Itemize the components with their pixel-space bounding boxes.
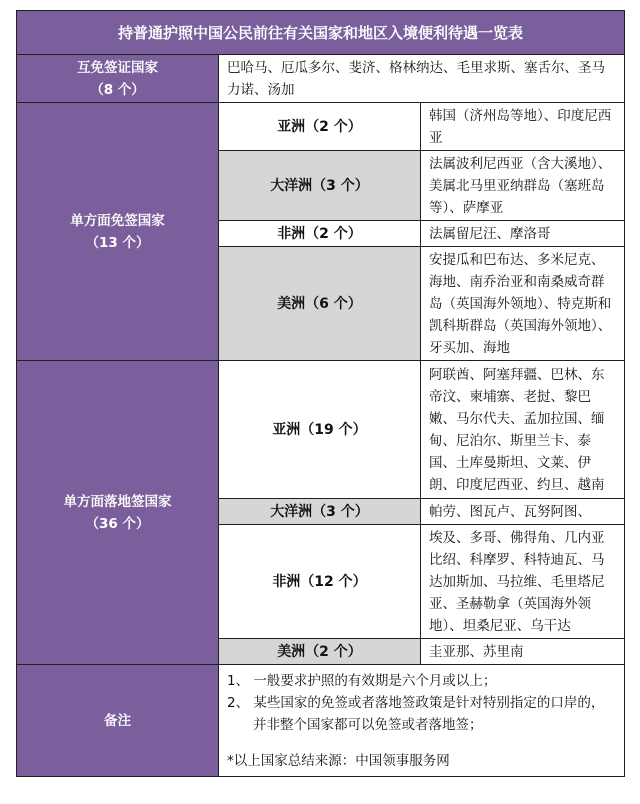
region-asia: 亚洲（2 个） <box>219 103 421 151</box>
region-oceania-countries: 帕劳、图瓦卢、瓦努阿图、 <box>421 499 625 525</box>
table-title: 持普通护照中国公民前往有关国家和地区入境便利待遇一览表 <box>17 11 625 55</box>
region-asia: 亚洲（19 个） <box>219 361 421 499</box>
region-africa-countries: 埃及、多哥、佛得角、几内亚比绍、科摩罗、科特迪瓦、马达加斯加、马拉维、毛里塔尼亚、圣赫勒拿（英国海外领地）、坦桑尼亚、乌干达 <box>421 525 625 639</box>
title-row <box>17 11 625 55</box>
visa-on-arrival-category-label: 单方面落地签国家 （36 个） <box>17 361 219 665</box>
region-africa: 非洲（12 个） <box>219 525 421 639</box>
notes-label: 备注 <box>17 665 219 777</box>
region-americas: 美洲（6 个） <box>219 247 421 361</box>
note-item: 2、 某些国家的免签或者落地签政策是针对特别指定的口岸的，并非整个国家都可以免签或者落地签； <box>227 694 605 733</box>
region-oceania: 大洋洲（3 个） <box>219 499 421 525</box>
unilateral-free-category-label: 单方面免签国家 （13 个） <box>17 103 219 361</box>
region-asia-countries: 阿联酋、阿塞拜疆、巴林、东帝汶、柬埔寨、老挝、黎巴嫩、马尔代夫、孟加拉国、缅甸、尼泊尔、斯里兰卡、泰国、土库曼斯坦、文莱、伊朗、印度尼西亚、约旦、越南 <box>421 361 625 499</box>
region-asia-countries: 韩国（济州岛等地）、印度尼西亚 <box>421 103 625 151</box>
mutual-category-label: 互免签证国家 （8 个） <box>17 55 219 103</box>
region-africa-countries: 法属留尼汪、摩洛哥 <box>421 221 625 247</box>
visa-policy-table <box>16 10 625 777</box>
region-americas: 美洲（2 个） <box>219 639 421 665</box>
notes-row <box>17 665 625 777</box>
mutual-country-list: 巴哈马、厄瓜多尔、斐济、格林纳达、毛里求斯、塞舌尔、圣马力诺、汤加 <box>219 55 625 103</box>
mutual-row <box>17 55 625 103</box>
region-americas-countries: 安提瓜和巴布达、多米尼克、海地、南乔治亚和南桑威奇群岛（英国海外领地）、特克斯和凯科斯群岛（英国海外领地）、牙买加、海地 <box>421 247 625 361</box>
unilateral-free-row <box>17 103 625 151</box>
region-oceania: 大洋洲（3 个） <box>219 151 421 221</box>
region-oceania-countries: 法属波利尼西亚（含大溪地）、美属北马里亚纳群岛（塞班岛等）、萨摩亚 <box>421 151 625 221</box>
region-americas-countries: 圭亚那、苏里南 <box>421 639 625 665</box>
note-item: 1、 一般要求护照的有效期是六个月或以上； <box>227 672 497 689</box>
region-africa: 非洲（2 个） <box>219 221 421 247</box>
notes-content <box>219 665 625 777</box>
visa-on-arrival-row <box>17 361 625 499</box>
source-note: *以上国家总结来源：中国领事服务网 <box>227 752 450 769</box>
